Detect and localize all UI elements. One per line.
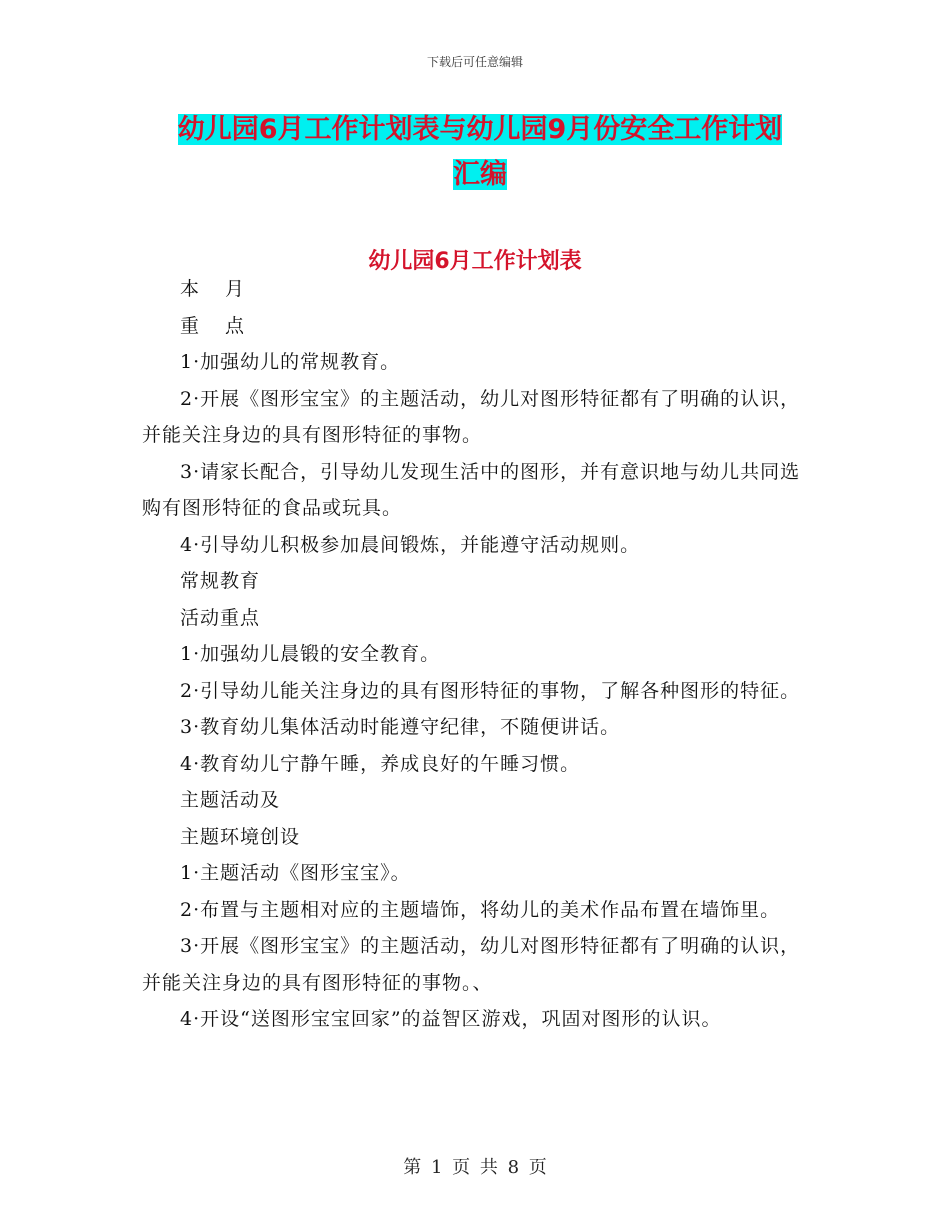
paragraph: 3·教育幼儿集体活动时能遵守纪律，不随便讲话。 [180, 716, 621, 738]
page-footer: 第 1 页 共 8 页 [403, 1157, 547, 1178]
paragraph: 4·开设“送图形宝宝回家”的益智区游戏，巩固对图形的认识。 [180, 1008, 722, 1030]
section-title: 幼儿园6月工作计划表 [368, 249, 582, 274]
paragraph: 1·加强幼儿的常规教育。 [180, 351, 401, 373]
paragraph: 常规教育 [180, 570, 261, 592]
paragraph: 主题环境创设 [180, 825, 301, 848]
paragraph: 1·主题活动《图形宝宝》。 [180, 862, 411, 884]
document-title-line-1 [140, 107, 820, 153]
paragraph: 主题活动及 [180, 789, 281, 811]
paragraph: 4·教育幼儿宁静午睡，养成良好的午睡习惯。 [180, 752, 581, 775]
paragraph: 本 月 [180, 278, 255, 300]
paragraph: 3·请家长配合，引导幼儿发现生活中的图形，并有意识地与幼儿共同选购有图形特征的食品或玩具。 [142, 460, 801, 519]
document-title-line-2-text: 汇编 [453, 159, 507, 190]
document-body [142, 271, 812, 1038]
document-title-line-1-text: 幼儿园6月工作计划表与幼儿园9月份安全工作计划 [177, 114, 783, 145]
paragraph: 2·引导幼儿能关注身边的具有图形特征的事物，了解各种图形的特征。 [180, 679, 801, 702]
document-title-line-2 [140, 152, 820, 198]
header-note: 下载后可任意编辑 [426, 55, 523, 69]
paragraph: 活动重点 [180, 606, 261, 629]
paragraph: 4·引导幼儿积极参加晨间锻炼，并能遵守活动规则。 [180, 533, 641, 556]
paragraph: 2·布置与主题相对应的主题墙饰，将幼儿的美术作品布置在墙饰里。 [180, 898, 781, 921]
paragraph: 1·加强幼儿晨锻的安全教育。 [180, 643, 441, 665]
paragraph: 3·开展《图形宝宝》的主题活动，幼儿对图形特征都有了明确的认识，并能关注身边的具有图形特征的事物。、 [142, 935, 801, 994]
paragraph: 2·开展《图形宝宝》的主题活动，幼儿对图形特征都有了明确的认识，并能关注身边的具有图形特征的事物。 [142, 387, 801, 446]
paragraph: 重 点 [180, 314, 255, 337]
